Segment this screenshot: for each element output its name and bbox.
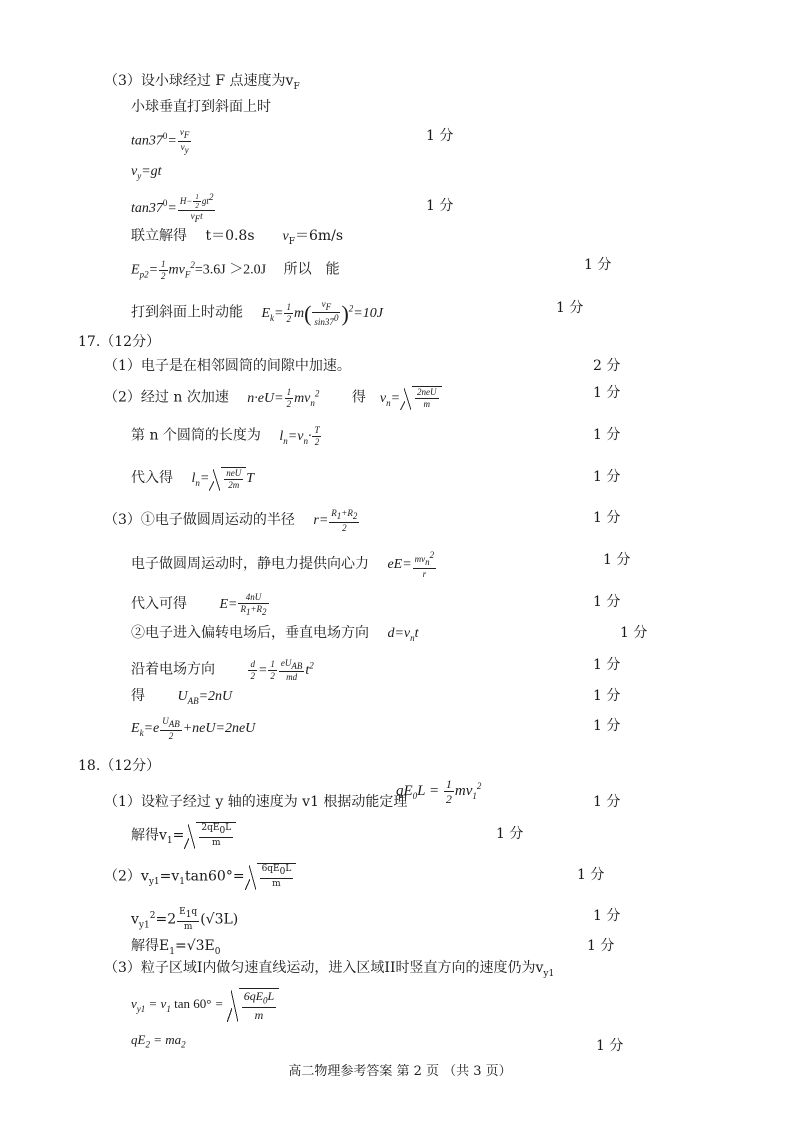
- score: 1 分: [593, 385, 621, 401]
- q17-part2-length: 第 n 个圆筒的长度为 $l_n=v_n\cdot$ $\frac{T}{2}$: [131, 425, 320, 447]
- score: 1 分: [556, 300, 584, 316]
- score: 1 分: [587, 938, 615, 954]
- q17-heading: 17.（12分）: [78, 334, 161, 350]
- q18-eq-work-energy: $qE_0L$ = $\frac{1}{2}$ $mv_1^2$: [396, 777, 482, 807]
- score: 1 分: [593, 688, 621, 704]
- q16-eq-tan37-ratio: $\tan 37^0=$ $\frac{v_F}{v_y}$: [131, 127, 190, 155]
- score: 2 分: [593, 358, 621, 374]
- q18-part1-result: 解得$v_1=$ $\frac{2qE_0L}{m}$: [131, 822, 236, 851]
- q16-eq-ek: 打到斜面上时动能 $E_k=$ $\frac{1}{2}$ m( $\frac{v_F}{\sin 37^0}$ )$^2$=10J: [131, 298, 383, 328]
- score: 1 分: [596, 1038, 624, 1054]
- q18-part1: （1）设粒子经过 y 轴的速度为 v1 根据动能定理: [104, 794, 408, 810]
- score: 1 分: [496, 826, 524, 842]
- q17-part3-voltage: 得 $U_{AB}=2nU$: [131, 688, 233, 706]
- q16-solve-line: 联立解得 t＝0.8s $v_F=6m/s$: [131, 228, 344, 247]
- score: 1 分: [426, 198, 454, 214]
- q17-part2-result: 代入得 $l_n=$ $\frac{\text{neU}}{2m}$ T: [131, 468, 255, 490]
- score: 1 分: [593, 510, 621, 526]
- q18-part2-result: 解得$E_1=√3E_0$: [131, 938, 221, 957]
- q17-part3-along-field: 沿着电场方向 $\frac{d}{2}$ = $\frac{1}{2}$ $\frac{eU_{AB}}{md}$ $t^2$: [131, 657, 314, 683]
- q16-eq-vy: $v_y=gt$: [131, 164, 162, 181]
- q16-eq-ep2: $E_{p2}=$ $\frac{1}{2}$ $mv_F^2=3.6J >2.0J$ 所以 能: [131, 258, 340, 281]
- q18-part3-intro: （3）粒子区域I内做匀速直线运动，进入区域II时竖直方向的速度仍为$v_{y1}$: [104, 960, 555, 979]
- q17-part3-kinetic: $E_k=e$ $\frac{U_{AB}}{2}$ +neU=2neU: [131, 716, 256, 741]
- score: 1 分: [577, 867, 605, 883]
- q17-part3-field: 代入可得 E= $\frac{4nU}{R_1+R_2}$: [131, 592, 267, 617]
- score: 1 分: [620, 625, 648, 641]
- page-footer: 高二物理参考答案 第 2 页 （共 3 页）: [288, 1064, 512, 1079]
- q17-part3-centripetal: 电子做圆周运动时，静电力提供向心力 eE= $\frac{mv_n^2}{r}$: [131, 550, 435, 579]
- score: 1 分: [593, 427, 621, 443]
- score: 1 分: [593, 657, 621, 673]
- q16-part3-intro: （3）设小球经过 F 点速度为$v_F$: [104, 73, 300, 92]
- score: 1 分: [593, 908, 621, 924]
- q18-heading: 18.（12分）: [78, 758, 161, 774]
- q18-part3-newton: $qE_2 = ma_2$: [131, 1032, 186, 1050]
- score: 1 分: [426, 128, 454, 144]
- q17-part2-energy: （2）经过 n 次加速 n·eU= $\frac{1}{2}$ $mv_n^2$ 得 $v_n=$ $\frac{\text{2neU}}{m}$: [104, 383, 442, 412]
- q17-part1: （1）电子是在相邻圆筒的间隙中加速。: [104, 358, 351, 374]
- score: 1 分: [593, 594, 621, 610]
- score: 1 分: [584, 257, 612, 273]
- score: 1 分: [593, 718, 621, 734]
- q18-part2-kinematics: $v_{y1}^2=2$ $\frac{E_1q}{m}$ (√3L): [131, 906, 239, 932]
- score: 1 分: [593, 794, 621, 810]
- q18-part2-vy1: $(2)v_{y1}=v_1\tan 60^\circ=$ $\frac{6qE_0L}{m}$: [104, 863, 296, 892]
- score: 1 分: [603, 552, 631, 568]
- q16-eq-tan37-fall: $\tan 37^0=$ H− $\frac{1}{2}$ $gt^2$ $v_Ft$: [131, 192, 214, 225]
- q17-part3-perpendicular: ②电子进入偏转电场后，垂直电场方向 $d=v_nt$: [131, 625, 419, 643]
- q17-part3-radius: （3）①电子做圆周运动的半径 r= $\frac{R_1+R_2}{2}$: [104, 508, 358, 533]
- q16-perpendicular-line: 小球垂直打到斜面上时: [131, 99, 271, 115]
- score: 1 分: [593, 469, 621, 485]
- q18-part3-vy1: $v_{y1} = v_1$ tan 60° = $\frac{6qE_0L}{m}$: [131, 988, 279, 1022]
